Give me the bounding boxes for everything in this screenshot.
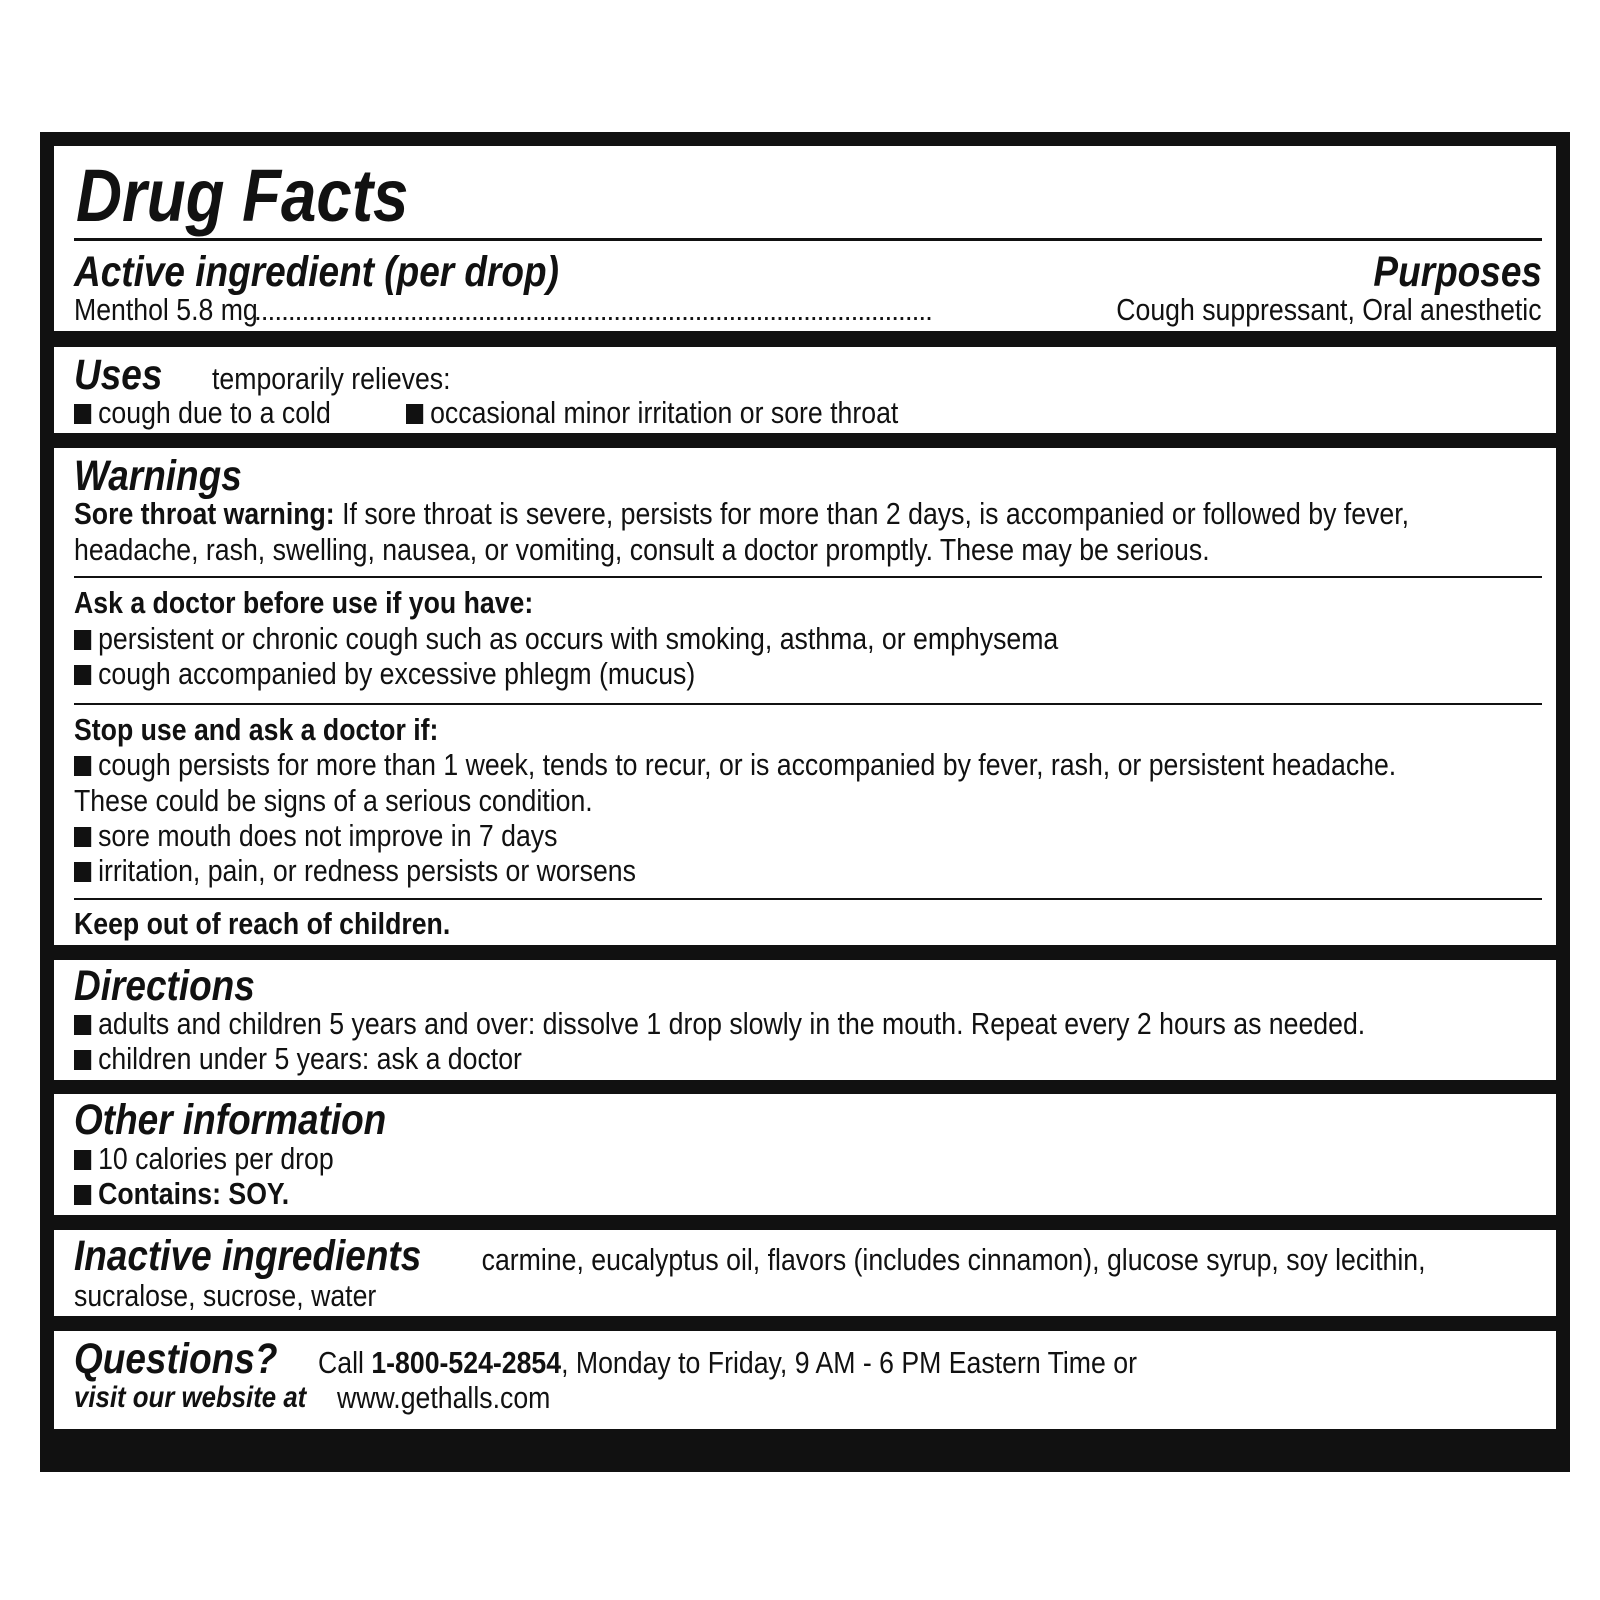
stop-item-2: sore mouth does not improve in 7 days	[74, 818, 557, 854]
bullet-square-icon	[74, 827, 91, 847]
bullet-square-icon	[406, 404, 423, 424]
leader-dots: ....................................................................................................	[254, 295, 932, 326]
visit-website-label: visit our website at	[74, 1381, 307, 1414]
other-information-panel	[54, 1094, 1556, 1215]
title-rule	[74, 238, 1542, 241]
active-ingredient-panel	[54, 146, 1556, 331]
purposes-heading: Purposes	[1373, 248, 1542, 296]
bullet-square-icon	[74, 1185, 91, 1205]
uses-item-1: cough due to a cold	[74, 395, 331, 431]
warnings-divider-2	[74, 703, 1542, 705]
ask-item-2: cough accompanied by excessive phlegm (mucus)	[74, 656, 695, 692]
bullet-square-icon	[74, 404, 91, 424]
inactive-ingredients-panel	[54, 1230, 1556, 1316]
active-purpose: Cough suppressant, Oral anesthetic	[1116, 292, 1542, 327]
active-ingredient-name: Menthol 5.8 mg	[74, 292, 258, 327]
drug-facts-title: Drug Facts	[76, 154, 409, 237]
directions-panel	[54, 960, 1556, 1080]
other-information-heading: Other information	[74, 1096, 387, 1144]
bullet-square-icon	[74, 1050, 91, 1070]
questions-heading: Questions?	[74, 1335, 278, 1383]
keep-out-of-reach: Keep out of reach of children.	[74, 906, 451, 941]
warnings-heading: Warnings	[74, 452, 242, 500]
phone-number[interactable]: 1-800-524-2854	[371, 1345, 562, 1380]
directions-item-1: adults and children 5 years and over: dissolve 1 drop slowly in the mouth. Repeat every 2 hours as needed.	[74, 1006, 1365, 1042]
warnings-divider-3	[74, 898, 1542, 900]
stop-use-heading: Stop use and ask a doctor if:	[74, 712, 439, 747]
bullet-square-icon	[74, 665, 91, 685]
uses-panel	[54, 347, 1556, 433]
other-item-1: 10 calories per drop	[74, 1141, 334, 1177]
warnings-panel	[54, 448, 1556, 945]
uses-heading: Uses	[74, 351, 163, 399]
warnings-divider-1	[74, 576, 1542, 578]
ask-doctor-heading: Ask a doctor before use if you have:	[74, 585, 534, 620]
stop-item-1: cough persists for more than 1 week, tends to recur, or is accompanied by fever, rash, or persistent headache. These could be signs of a serious condition.	[74, 747, 1397, 818]
bullet-square-icon	[74, 1015, 91, 1035]
questions-call-line: Call 1-800-524-2854, Monday to Friday, 9 AM - 6 PM Eastern Time or	[318, 1345, 1137, 1380]
inactive-ingredients-text: carmine, eucalyptus oil, flavors (includes cinnamon), glucose syrup, soy lecithin, sucralose, sucrose, water	[74, 1242, 1426, 1313]
drug-facts-label	[40, 132, 1570, 1472]
active-ingredient-heading: Active ingredient (per drop)	[74, 248, 559, 296]
ask-item-1: persistent or chronic cough such as occurs with smoking, asthma, or emphysema	[74, 621, 1058, 657]
bullet-square-icon	[74, 1150, 91, 1170]
inactive-ingredients-heading: Inactive ingredients	[74, 1232, 422, 1280]
active-row	[74, 292, 1542, 328]
questions-panel	[54, 1331, 1556, 1429]
bullet-square-icon	[74, 756, 91, 776]
sore-throat-warning: Sore throat warning: If sore throat is severe, persists for more than 2 days, is accompanied or followed by fever, headache, rash, swelling, nausea, or vomiting, consult a doctor promptly. These may be serious.	[74, 496, 1410, 567]
bullet-square-icon	[74, 630, 91, 650]
uses-item-2: occasional minor irritation or sore throat	[406, 395, 898, 431]
uses-intro: temporarily relieves:	[212, 361, 451, 396]
directions-heading: Directions	[74, 962, 255, 1010]
stop-item-3: irritation, pain, or redness persists or worsens	[74, 853, 636, 889]
bullet-square-icon	[74, 862, 91, 882]
website-link[interactable]: www.gethalls.com	[337, 1380, 551, 1415]
directions-item-2: children under 5 years: ask a doctor	[74, 1041, 522, 1077]
other-item-2: Contains: SOY.	[74, 1176, 289, 1212]
